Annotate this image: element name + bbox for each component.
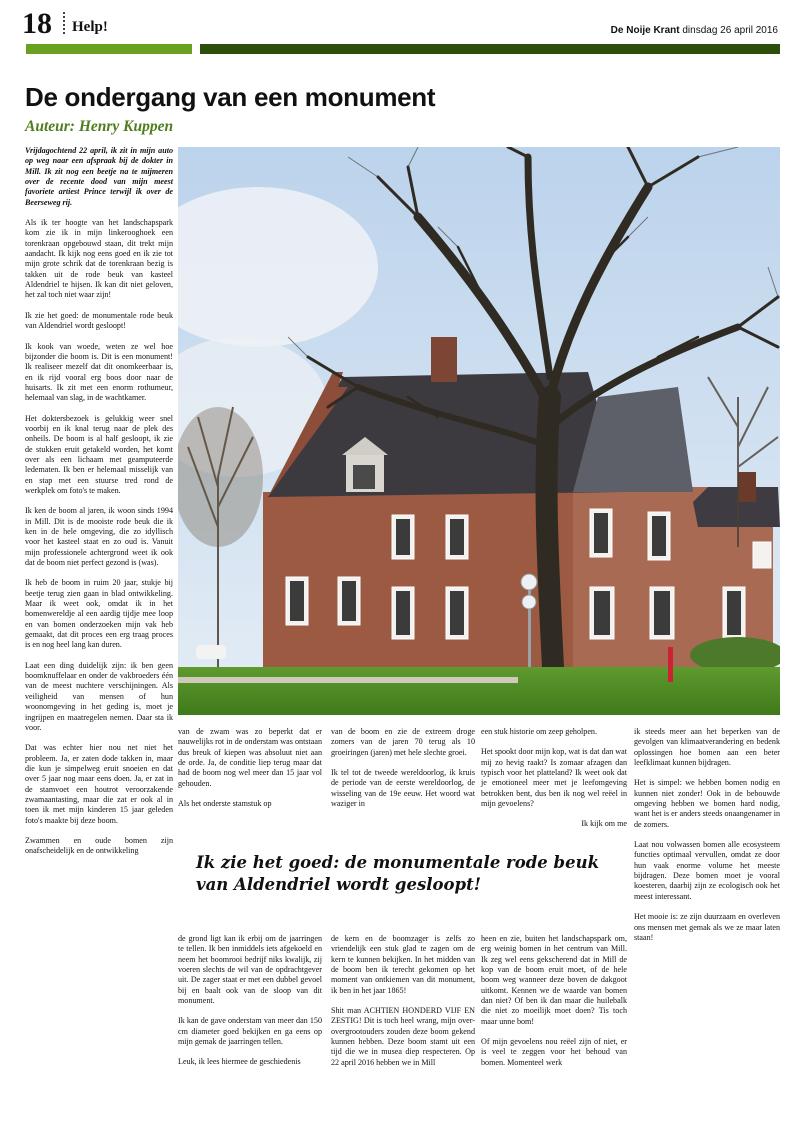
issue-date: dinsdag 26 april 2016 [682,25,778,36]
paragraph: Ik kijk om me [581,819,627,829]
paragraph: Ik zie het goed: de monumentale rode beuk van Aldendriel wordt gesloopt! [25,310,173,331]
paragraph: Het is simpel: we hebben bomen nodig en kunnen niet zonder! Ook in de bebouwde omgeving hebben we bomen hard nodig, want het is er anders steeds onaangenamer in de zomers. [634,778,780,829]
header-bar-dark [200,44,780,54]
castle-photo [178,147,780,715]
header-bar-light [26,44,192,54]
paragraph: Als ik ter hoogte van het landschapspark kom zie ik in mijn linkerooghoek een torenkraan opgebouwd staan, dit trekt mijn aandacht. Ik kijk nog eens goed en ik zie tot mijn grote schrik dat de torenkraan bezig is takken uit de rode beuk van kasteel Aldendriel te hijsen. Ik kan dit niet geloven, het zal toch niet waar zijn! [25,218,173,300]
paragraph: Laat nou volwassen bomen alle ecosysteem functies optimaal vervullen, omdat ze door hun vaak enorme volume het meeste bijdragen. Deze bomen moet je vooral koesteren, daarbij zijn ze ecologisch ook het meest interessant. [634,840,780,901]
paragraph: ik steeds meer aan het beperken van de gevolgen van klimaatverandering en bedenk oplossingen hoe bomen aan een beter leefklimaat kunnen bijdragen. [634,727,780,768]
paragraph: Ik ken de boom al jaren, ik woon sinds 1994 in Mill. Dit is de mooiste rode beuk die ik ken in de hele omgeving, die zo idyllisch voor het kasteel staat en zo oud is. Vanuit mijn professionele achtergrond weet ik ook dat de boom niet perfect gezond is (was). [25,506,173,568]
paragraph: Leuk, ik lees hiermee de geschiedenis [178,1057,301,1067]
castle-illustration [178,147,780,715]
paragraph: Het spookt door mijn kop, wat is dat dan wat mij zo hevig raakt? Is zomaar afzagen dan typisch voor het platteland? Ik weet ook dat je emotioneel meer met je leefomgeving betrokken bent, dus ben ik nog wel reëel in mijn gevoelens? [481,747,627,809]
masthead [611,25,778,36]
paragraph: de grond ligt kan ik erbij om de jaarringen te tellen. Ik ben inmiddels iets afgekoeld en neem het boomrooi bedrijf niks kwalijk, zij voeren slechts de wil van de opdrachtgever uit. De zager staat er met een dubbel gevoel bij en baalt ook van de sloop van dit monument. [178,934,322,1006]
paragraph: een stuk historie om zeep geholpen. [481,727,597,736]
paragraph: Of mijn gevoelens nou reëel zijn of niet, er is veel te zeggen voor het behoud van bomen. Momenteel werk [481,1037,627,1067]
column-2-bottom [178,934,322,1078]
column-1 [25,146,173,867]
paragraph: Dat was echter hier nou net niet het probleem. Ja, er zaten dode takken in, maar die kun je simpelweg eruit snoeien en dat over 5 jaar nog maar eens doen. Ja, er zat in de stamvoet een houtrot veroorzakende zwamaantasting, maar die zat er ook al in toen ik met mijn kinderen 15 jaar geleden foto's maakte bij deze boom. [25,743,173,825]
article-author: Auteur: Henry Kuppen [25,118,174,135]
paragraph: van de zwam was zo beperkt dat er nauwelijks rot in de onderstam was ontstaan dus breuk of kiepen was absoluut niet aan de orde. Ja, de conditie liep terug maar dat had de boom nog wel meer dan 15 jaar vol gehouden. [178,727,322,788]
paragraph: Het doktersbezoek is gelukkig weer snel voorbij en ik knal terug naar de plek des onheils. De boom is al half gesloopt, ik zie de stukken eruit getakeld worden, het komt over als een lichaam met geamputeerde ledematen. Ik ben er helemaal misselijk van en stap met een stuurse tred rond de werkplek om foto's te maken. [25,413,173,495]
paragraph: Zwammen en oude bomen zijn onafscheidelijk en de ontwikkeling [25,835,173,856]
column-4-bottom [481,934,627,1078]
column-3-top [331,727,475,819]
paragraph: heen en zie, buiten het landschapspark om, erg weinig bomen in het centrum van Mill. Ik zeg wel eens gekscherend dat in Mill de kop van de boom eruit moet, of de hele boom weg wanneer deze boven de dakgoot uitkomt. Kennen we de waarde van bomen dan niet? Of ben ik dan maar die huilebalk die niet zo moeilijk moet doen? Tis toch maar unne bom! [481,934,627,1026]
paragraph: Ik kook van woede, weten ze wel hoe bijzonder die boom is. Dit is een monument! Ik realiseer mezelf dat dit onomkeerbaar is, en ik rijd vooral erg boos door naar de huisarts. Ik zit met een enorm rothumeur, helemaal van slag, in de wachtkamer. [25,341,173,403]
page-number: 18 [22,7,52,40]
paragraph: Laat een ding duidelijk zijn: ik ben geen boomknuffelaar en onder de vakbroeders één van de meest nuchtere verschijningen. Als veiligheid van mensen of hun woonomgeving in het geding is, moet je ingrijpen en maatregelen nemen. Daar sta ik voor. [25,660,173,732]
column-4-top [481,727,627,840]
paragraph: van de boom en zie de extreem droge zomers van de jaren 70 terug als 10 groeiringen (jaren) met hele slechte groei. [331,727,475,757]
paragraph: Het mooie is: ze zijn duurzaam en overleven ons mensen met gemak als we ze maar laten staan! [634,912,780,942]
paragraph: Ik heb de boom in ruim 20 jaar, stukje bij beetje terug zien gaan in blad ontwikkeling. Maar ik weet ook, omdat ik in het bomenwereldje al een aardig tijdje mee loop en van bomen onderzoeken mijn vak heb gemaakt, dat dit proces een erg traag proces is en nog heel lang kan duren. [25,578,173,650]
article-title: De ondergang van een monument [25,82,436,112]
paragraph: de kern en de boomzager is zelfs zo vriendelijk een stuk glad te zagen om de kern te kunnen bekijken. In het midden van de boom ben ik terecht gekomen op het moment van ontkiemen van dit monument, ik ben in het jaar 1865! [331,934,475,995]
paragraph: Ik tel tot de tweede wereldoorlog, ik kruis de periode van de eerste wereldoorlog, de wisseling van de 19e eeuw. Het woord wat waziger in [331,768,475,809]
publication-name: De Noije Krant [610,25,680,36]
intro-paragraph: Vrijdagochtend 22 april, ik zit in mijn auto op weg naar een afspraak bij de dokter in Mill. Ik zit nog een beetje na te mijmeren over de recente dood van mijn meest favoriete artiest Prince terwijl ik over de Beerseweg rij. [25,146,173,207]
column-5 [634,727,780,953]
header-divider [63,12,65,34]
column-3-bottom [331,934,475,1078]
column-2-top [178,727,322,819]
paragraph: Ik kan de gave onderstam van meer dan 150 cm diameter goed bekijken en ga eens op mijn gemak de jaarringen tellen. [178,1016,322,1047]
pull-quote: Ik zie het goed: de monumentale rode beuk van Aldendriel wordt gesloopt! [196,853,600,894]
section-label: Help! [72,19,108,35]
paragraph: Shit man ACHTIEN HONDERD VIJF EN ZESTIG! Dit is toch heel wrang, mijn over-overgrootouders zouden deze boom gekend kunnen hebben. Deze boom stamt uit een tijd die we in musea diep respecteren. Op 22 april 2016 hebben we in Mill [331,1006,475,1067]
paragraph: Als het onderste stamstuk op [178,799,272,809]
